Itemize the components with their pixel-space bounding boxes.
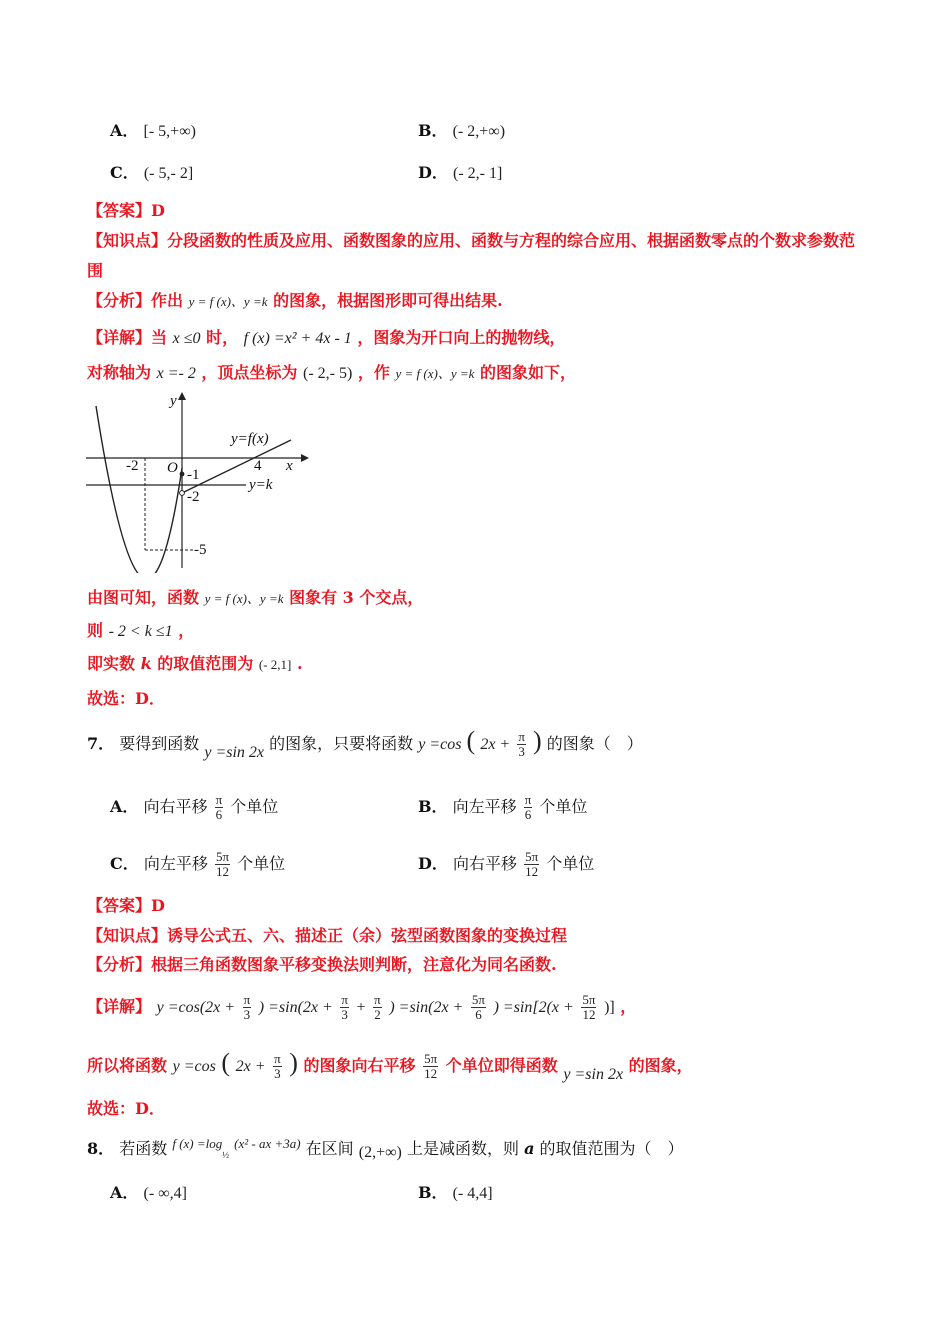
right-paren: ) [532,726,542,755]
fraction-numerator: π [274,1051,281,1066]
option-value: (- 2,+∞) [452,123,506,140]
fraction-denominator: 12 [424,1066,438,1081]
fraction-numerator: π [341,992,348,1007]
q7-detail [87,993,636,1022]
q6-conclusion [87,587,423,610]
range-prefix: 即实数 [87,654,136,673]
option-value: (- 2,- 1] [452,165,503,182]
option-label: A． [110,797,139,816]
analysis-math: y = f (x)、y =k [188,294,268,309]
option-fraction [215,793,224,822]
fraction-numerator: 5π [215,849,230,864]
q8-stem-3: 上是减函数，则 [406,1139,519,1158]
q6-axis-vertex [87,362,576,385]
fraction-denominator: 12 [525,864,539,879]
detail-prefix: 【详解】 [87,997,152,1016]
detail-fraction-4 [471,993,486,1022]
range-math: (- 2,1] [258,657,292,672]
option-label: B． [418,1183,448,1202]
then-suffix: ， [178,621,195,640]
fraction-denominator: 3 [518,744,525,759]
y-axis-label: y [170,393,177,409]
conclusion-prefix: 由图可知，函数 [87,588,200,607]
q7-option-d [418,850,594,879]
q7-stem [87,726,643,761]
q7-stem-1: 要得到函数 [119,734,200,753]
fraction-numerator: π [243,992,251,1007]
fraction-denominator: 3 [243,1007,251,1022]
option-label: A． [110,1183,139,1202]
option-unit: 个单位 [539,797,588,816]
so-math-a: y =cos [172,1058,216,1075]
left-paren: ( [466,726,476,755]
q7-number: 7． [87,734,115,753]
option-fraction [215,850,230,879]
option-label: D． [418,163,448,182]
q8-stem-1: 若函数 [119,1139,168,1158]
option-label: D． [418,854,448,873]
range-suffix: . [296,654,303,673]
vertex-math: (- 2,- 5) [303,365,353,382]
parabola-curve [96,406,182,573]
fraction-denominator: 6 [215,807,223,822]
x-axis-arrow-icon [301,454,309,462]
range-var: k [140,654,152,673]
fraction-numerator: 5π [424,1051,438,1066]
detail-suffix: ，图象为开口向上的抛物线， [357,328,566,347]
q7-stem-math2-a: y =cos [418,736,462,753]
q7-stem-3: 的图象（ ） [546,734,643,753]
q8-var: a [524,1139,535,1158]
detail-condition: x ≤0 [172,330,201,347]
option-label: B． [418,121,448,140]
fraction-denominator: 12 [582,1007,596,1022]
so-prefix: 所以将函数 [87,1056,168,1075]
option-unit: 个单位 [230,797,279,816]
fraction-denominator: 3 [274,1066,281,1081]
fraction-denominator: 6 [475,1007,482,1022]
fraction-numerator: π [518,729,525,744]
right-paren: ) [289,1048,298,1077]
q6-knowledge: 【知识点】分段函数的性质及应用、函数图象的应用、函数与方程的综合应用、根据函数零点的个数求参数范围 [87,231,856,280]
so-mid: 的图象向右平移 [303,1056,416,1075]
option-text: 向右平移 [143,797,208,816]
analysis-suffix: 的图象，根据图形即可得出结果. [273,291,503,310]
so-suffix: 的图象， [628,1056,693,1075]
detail-mid: 时， [206,328,239,347]
q7-stem-math2-b: 2x + [480,736,511,753]
fraction-denominator: 6 [524,807,532,822]
option-unit: 个单位 [546,854,595,873]
detail-fraction-1 [243,993,252,1022]
q7-stem-fraction [517,730,526,759]
option-label: B． [418,797,448,816]
fraction-numerator: 5π [582,992,596,1007]
q8-interval: (2,+∞) [358,1144,402,1161]
detail-function: f (x) =x² + 4x - 1 [243,330,352,347]
q6-then [87,620,194,643]
q6-option-a [110,120,196,143]
q7-stem-2: 的图象，只要将函数 [269,734,414,753]
option-fraction [524,850,539,879]
tick-neg5: -5 [194,542,207,558]
q6-option-c [110,162,193,185]
q8-stem-math: f (x) =log [172,1136,223,1151]
detail-math-4: ) =sin(2x + [389,999,464,1016]
q6-answer: 【答案】D [87,201,165,220]
analysis-prefix: 【分析】作出 [87,291,184,310]
q8-stem [87,1138,684,1162]
detail-math-2: ) =sin(2x + [258,999,333,1016]
y-axis-arrow-icon [178,392,186,400]
option-fraction [524,793,533,822]
detail-fraction-5 [581,993,596,1022]
fraction-denominator: 2 [374,1007,381,1022]
option-text: 向左平移 [452,797,517,816]
q6-range [87,653,303,676]
q6-choose: 故选：D． [87,689,165,708]
detail-math-5: ) =sin[2(x + [493,999,574,1016]
q7-choose: 故选：D． [87,1099,165,1118]
option-label: C． [110,854,139,873]
draw-math: y = f (x)、y =k [395,366,475,381]
then-prefix: 则 [87,621,104,640]
fraction-denominator: 3 [341,1007,348,1022]
q8-stem-2: 在区间 [305,1139,354,1158]
so-shift-fraction [423,1052,438,1081]
axis-prefix: 对称轴为 [87,363,152,382]
detail-prefix: 【详解】当 [87,328,168,347]
fx-label: y=f(x) [231,431,269,447]
q8-option-a [110,1182,187,1205]
q6-option-b [418,120,505,143]
option-unit: 个单位 [237,854,286,873]
q8-stem-4: 的取值范围为（ ） [539,1139,684,1158]
left-paren: ( [221,1048,231,1077]
so-mid2: 个单位即得函数 [445,1056,558,1075]
detail-math-3: + [356,999,366,1016]
draw-text: ，作 [357,363,390,382]
axis-math: x =- 2 [156,365,196,382]
option-value: [- 5,+∞) [143,123,196,140]
option-label: C． [110,163,139,182]
draw-suffix: 的图象如下， [479,363,576,382]
range-mid: 的取值范围为 [157,654,254,673]
option-label: A． [110,121,139,140]
origin-label: O [167,460,178,476]
fraction-numerator: 5π [525,849,539,864]
option-value: (- ∞,4] [143,1185,187,1202]
detail-fraction-2 [340,993,349,1022]
conclusion-suffix: 图象有 3 个交点， [289,588,424,607]
q6-option-d [418,162,502,185]
so-math-b: 2x + [235,1058,266,1075]
q8-log-base: ½ [222,1150,230,1160]
detail-fraction-3 [373,993,382,1022]
detail-math-1: y =cos(2x + [156,999,236,1016]
q7-option-c [110,850,285,879]
q7-stem-math1: y =sin 2x [204,744,265,761]
fraction-numerator: π [215,792,223,807]
detail-suffix: ， [620,997,637,1016]
fraction-denominator: 12 [215,864,229,879]
k-label: y=k [249,477,273,493]
so-math2: y =sin 2x [563,1066,624,1083]
q6-detail [87,327,565,350]
option-text: 向右平移 [452,854,517,873]
open-point [180,491,185,496]
q7-knowledge: 【知识点】诱导公式五、六、描述正（余）弦型函数图象的变换过程 [87,926,568,945]
function-graph [86,388,316,573]
closed-point [180,472,185,477]
tick-neg2: -2 [126,458,139,474]
x-axis-label: x [286,458,293,474]
fraction-numerator: π [524,792,532,807]
q8-option-b [418,1182,493,1205]
q6-analysis [87,290,503,313]
q7-answer: 【答案】D [87,896,165,915]
so-fraction [273,1052,282,1081]
q8-number: 8． [87,1139,115,1158]
fraction-numerator: 5π [471,992,485,1007]
fraction-numerator: π [374,992,381,1007]
tick-4: 4 [254,458,262,474]
option-value: (- 5,- 2] [143,165,194,182]
option-value: (- 4,4] [452,1185,493,1202]
vertex-text: ，顶点坐标为 [201,363,298,382]
q7-option-a [110,793,278,822]
q7-analysis: 【分析】根据三角函数图象平移变换法则判断，注意化为同名函数. [87,955,557,974]
q7-option-b [418,793,587,822]
then-math: - 2 < k ≤1 [108,623,173,640]
q7-so [87,1048,693,1083]
tick-y-neg2: -2 [187,489,200,505]
q8-log-argument: (x² - ax +3a) [234,1136,301,1151]
detail-math-6: )] [604,999,615,1016]
conclusion-math: y = f (x)、y =k [204,591,284,606]
option-text: 向左平移 [143,854,208,873]
tick-neg1: -1 [187,467,200,483]
